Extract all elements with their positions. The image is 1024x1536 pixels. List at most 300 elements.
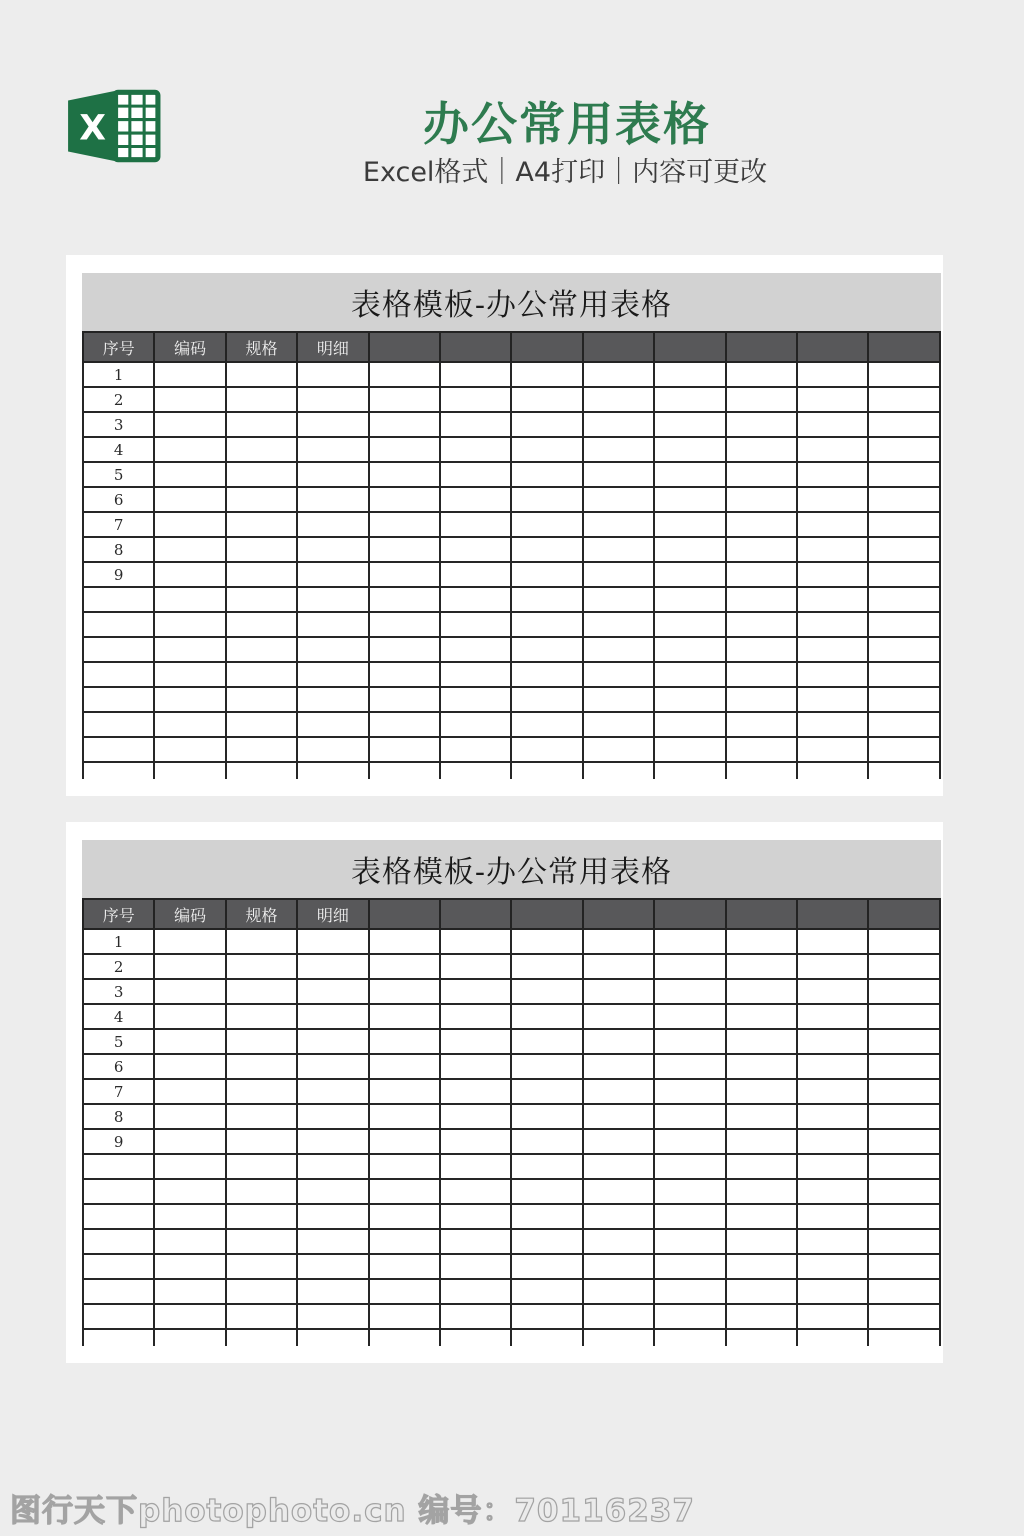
empty-cell (583, 612, 654, 637)
empty-cell (868, 1204, 940, 1229)
empty-cell (583, 979, 654, 1004)
empty-cell (726, 487, 797, 512)
empty-cell (297, 487, 368, 512)
empty-cell (369, 1029, 440, 1054)
empty-cell (369, 1129, 440, 1154)
sheet-2 (82, 840, 941, 1346)
table-row (83, 1254, 940, 1279)
empty-cell (511, 1229, 582, 1254)
empty-cell (226, 537, 297, 562)
empty-cell (511, 1304, 582, 1329)
spreadsheet-table (82, 331, 941, 779)
empty-cell (297, 929, 368, 954)
empty-cell (154, 1029, 225, 1054)
table-header-row (83, 899, 940, 929)
empty-cell (440, 954, 511, 979)
empty-cell (440, 362, 511, 387)
empty-cell (511, 1079, 582, 1104)
row-number-cell (83, 587, 154, 612)
row-number-cell: 6 (83, 1054, 154, 1079)
empty-cell (440, 1279, 511, 1304)
empty-cell (654, 512, 725, 537)
empty-cell (226, 929, 297, 954)
empty-cell (226, 762, 297, 779)
empty-cell (154, 362, 225, 387)
empty-cell (226, 1004, 297, 1029)
empty-cell (511, 1204, 582, 1229)
table-row (83, 637, 940, 662)
empty-cell (154, 587, 225, 612)
empty-cell (797, 437, 868, 462)
empty-cell (868, 437, 940, 462)
column-header: 规格 (226, 332, 297, 362)
empty-cell (654, 612, 725, 637)
empty-cell (440, 1304, 511, 1329)
empty-cell (868, 762, 940, 779)
row-number-cell: 7 (83, 1079, 154, 1104)
empty-cell (440, 587, 511, 612)
empty-cell (726, 1054, 797, 1079)
table-header-row (83, 332, 940, 362)
empty-cell (297, 1279, 368, 1304)
empty-cell (654, 979, 725, 1004)
empty-cell (797, 712, 868, 737)
table-row (83, 1104, 940, 1129)
empty-cell (511, 737, 582, 762)
empty-cell (868, 362, 940, 387)
empty-cell (583, 1104, 654, 1129)
empty-cell (297, 537, 368, 562)
empty-cell (369, 979, 440, 1004)
empty-cell (726, 1079, 797, 1104)
empty-cell (654, 1029, 725, 1054)
empty-cell (868, 587, 940, 612)
sheet-title: 表格模板-办公常用表格 (82, 273, 941, 331)
empty-cell (583, 1079, 654, 1104)
column-header-empty (511, 899, 582, 929)
empty-cell (369, 1004, 440, 1029)
empty-cell (868, 637, 940, 662)
row-number-cell (83, 712, 154, 737)
empty-cell (297, 712, 368, 737)
empty-cell (511, 712, 582, 737)
table-row (83, 437, 940, 462)
empty-cell (868, 1129, 940, 1154)
empty-cell (226, 1279, 297, 1304)
empty-cell (511, 1154, 582, 1179)
empty-cell (440, 1029, 511, 1054)
empty-cell (154, 437, 225, 462)
empty-cell (797, 487, 868, 512)
column-header-empty (654, 332, 725, 362)
row-number-cell (83, 1154, 154, 1179)
row-number-cell (83, 1279, 154, 1304)
empty-cell (726, 512, 797, 537)
empty-cell (868, 612, 940, 637)
empty-cell (369, 587, 440, 612)
row-number-cell: 4 (83, 437, 154, 462)
empty-cell (440, 1004, 511, 1029)
row-number-cell: 5 (83, 1029, 154, 1054)
empty-cell (868, 1079, 940, 1104)
empty-cell (154, 1229, 225, 1254)
empty-cell (226, 662, 297, 687)
empty-cell (297, 1079, 368, 1104)
empty-cell (726, 1104, 797, 1129)
empty-cell (154, 1004, 225, 1029)
empty-cell (583, 1154, 654, 1179)
sheet-1 (82, 273, 941, 779)
empty-cell (868, 662, 940, 687)
empty-cell (226, 1179, 297, 1204)
empty-cell (226, 712, 297, 737)
row-number-cell (83, 1304, 154, 1329)
empty-cell (654, 362, 725, 387)
empty-cell (511, 462, 582, 487)
empty-cell (297, 1029, 368, 1054)
row-number-cell (83, 1229, 154, 1254)
empty-cell (297, 587, 368, 612)
empty-cell (297, 737, 368, 762)
table-row (83, 362, 940, 387)
empty-cell (654, 1079, 725, 1104)
empty-cell (226, 1304, 297, 1329)
empty-cell (226, 387, 297, 412)
column-header-empty (868, 332, 940, 362)
spreadsheet-table (82, 898, 941, 1346)
empty-cell (369, 637, 440, 662)
table-row (83, 929, 940, 954)
empty-cell (511, 612, 582, 637)
empty-cell (297, 954, 368, 979)
empty-cell (511, 1179, 582, 1204)
excel-x-letter: X (79, 108, 106, 149)
empty-cell (511, 929, 582, 954)
empty-cell (726, 979, 797, 1004)
empty-cell (654, 1104, 725, 1129)
empty-cell (583, 1179, 654, 1204)
empty-cell (154, 1154, 225, 1179)
empty-cell (440, 1154, 511, 1179)
empty-cell (868, 1229, 940, 1254)
empty-cell (511, 1254, 582, 1279)
empty-cell (797, 1054, 868, 1079)
empty-cell (226, 587, 297, 612)
empty-cell (797, 562, 868, 587)
empty-cell (654, 1004, 725, 1029)
empty-cell (868, 737, 940, 762)
column-header: 明细 (297, 899, 368, 929)
empty-cell (297, 1104, 368, 1129)
table-row (83, 1079, 940, 1104)
empty-cell (226, 1229, 297, 1254)
empty-cell (726, 1129, 797, 1154)
empty-cell (440, 762, 511, 779)
empty-cell (797, 537, 868, 562)
empty-cell (797, 1329, 868, 1346)
empty-cell (583, 1329, 654, 1346)
empty-cell (297, 1154, 368, 1179)
empty-cell (369, 1054, 440, 1079)
column-header-empty (583, 332, 654, 362)
table-row (83, 954, 940, 979)
table-row (83, 1154, 940, 1179)
empty-cell (369, 1079, 440, 1104)
row-number-cell (83, 1254, 154, 1279)
empty-cell (654, 1179, 725, 1204)
empty-cell (511, 979, 582, 1004)
empty-cell (654, 1204, 725, 1229)
empty-cell (797, 762, 868, 779)
empty-cell (440, 979, 511, 1004)
row-number-cell: 6 (83, 487, 154, 512)
empty-cell (511, 437, 582, 462)
column-header-empty (726, 332, 797, 362)
empty-cell (369, 1104, 440, 1129)
empty-cell (440, 929, 511, 954)
empty-cell (797, 954, 868, 979)
empty-cell (797, 1229, 868, 1254)
table-row (83, 712, 940, 737)
empty-cell (797, 1154, 868, 1179)
empty-cell (440, 1329, 511, 1346)
empty-cell (797, 612, 868, 637)
empty-cell (583, 929, 654, 954)
empty-cell (583, 762, 654, 779)
empty-cell (226, 562, 297, 587)
empty-cell (868, 512, 940, 537)
empty-cell (511, 637, 582, 662)
empty-cell (726, 587, 797, 612)
empty-cell (797, 1179, 868, 1204)
empty-cell (369, 437, 440, 462)
empty-cell (369, 512, 440, 537)
empty-cell (369, 687, 440, 712)
empty-cell (440, 1229, 511, 1254)
empty-cell (154, 1329, 225, 1346)
empty-cell (226, 1104, 297, 1129)
empty-cell (654, 929, 725, 954)
empty-cell (726, 1029, 797, 1054)
empty-cell (226, 462, 297, 487)
table-row (83, 1304, 940, 1329)
empty-cell (226, 612, 297, 637)
empty-cell (154, 387, 225, 412)
empty-cell (797, 1029, 868, 1054)
empty-cell (511, 362, 582, 387)
empty-cell (297, 1329, 368, 1346)
table-row (83, 512, 940, 537)
empty-cell (726, 562, 797, 587)
empty-cell (583, 954, 654, 979)
row-number-cell (83, 662, 154, 687)
empty-cell (726, 387, 797, 412)
empty-cell (726, 1229, 797, 1254)
table-row (83, 1029, 940, 1054)
table-row (83, 1054, 940, 1079)
row-number-cell: 3 (83, 979, 154, 1004)
row-number-cell (83, 687, 154, 712)
row-number-cell: 9 (83, 1129, 154, 1154)
empty-cell (440, 562, 511, 587)
empty-cell (297, 362, 368, 387)
empty-cell (440, 1204, 511, 1229)
empty-cell (583, 1279, 654, 1304)
empty-cell (154, 412, 225, 437)
table-row (83, 537, 940, 562)
empty-cell (440, 637, 511, 662)
column-header: 明细 (297, 332, 368, 362)
table-row (83, 979, 940, 1004)
table-row (83, 462, 940, 487)
empty-cell (726, 687, 797, 712)
empty-cell (726, 412, 797, 437)
empty-cell (511, 1029, 582, 1054)
empty-cell (654, 437, 725, 462)
empty-cell (369, 1329, 440, 1346)
table-row (83, 587, 940, 612)
empty-cell (154, 1279, 225, 1304)
column-header-empty (369, 899, 440, 929)
empty-cell (583, 412, 654, 437)
empty-cell (726, 954, 797, 979)
table-row (83, 412, 940, 437)
table-row (83, 1179, 940, 1204)
empty-cell (440, 462, 511, 487)
empty-cell (369, 387, 440, 412)
empty-cell (369, 1154, 440, 1179)
empty-cell (654, 587, 725, 612)
empty-cell (797, 929, 868, 954)
empty-cell (154, 979, 225, 1004)
empty-cell (726, 1204, 797, 1229)
empty-cell (511, 662, 582, 687)
empty-cell (726, 1254, 797, 1279)
row-number-cell: 8 (83, 1104, 154, 1129)
empty-cell (369, 562, 440, 587)
empty-cell (226, 512, 297, 537)
empty-cell (583, 362, 654, 387)
empty-cell (868, 929, 940, 954)
column-header-empty (726, 899, 797, 929)
table-row (83, 1229, 940, 1254)
row-number-cell: 9 (83, 562, 154, 587)
empty-cell (297, 412, 368, 437)
empty-cell (726, 437, 797, 462)
table-row (83, 687, 940, 712)
empty-cell (154, 537, 225, 562)
table-row (83, 1129, 940, 1154)
empty-cell (297, 1054, 368, 1079)
empty-cell (583, 1254, 654, 1279)
empty-cell (511, 412, 582, 437)
empty-cell (226, 412, 297, 437)
empty-cell (226, 1204, 297, 1229)
empty-cell (868, 487, 940, 512)
empty-cell (868, 1154, 940, 1179)
empty-cell (797, 737, 868, 762)
table-row (83, 487, 940, 512)
table-row (83, 1204, 940, 1229)
empty-cell (654, 637, 725, 662)
empty-cell (154, 929, 225, 954)
empty-cell (797, 662, 868, 687)
empty-cell (154, 1079, 225, 1104)
page-title: 办公常用表格 (423, 97, 711, 151)
empty-cell (583, 737, 654, 762)
empty-cell (226, 1054, 297, 1079)
empty-cell (369, 1229, 440, 1254)
empty-cell (797, 462, 868, 487)
empty-cell (583, 687, 654, 712)
empty-cell (868, 1029, 940, 1054)
empty-cell (583, 462, 654, 487)
empty-cell (726, 662, 797, 687)
empty-cell (297, 562, 368, 587)
empty-cell (583, 1129, 654, 1154)
empty-cell (583, 512, 654, 537)
row-number-cell: 2 (83, 954, 154, 979)
empty-cell (797, 1204, 868, 1229)
empty-cell (726, 1304, 797, 1329)
empty-cell (154, 512, 225, 537)
empty-cell (654, 1329, 725, 1346)
empty-cell (369, 712, 440, 737)
empty-cell (654, 662, 725, 687)
empty-cell (440, 687, 511, 712)
empty-cell (226, 362, 297, 387)
empty-cell (511, 1054, 582, 1079)
table-row (83, 562, 940, 587)
empty-cell (440, 1254, 511, 1279)
empty-cell (583, 437, 654, 462)
empty-cell (726, 612, 797, 637)
empty-cell (154, 687, 225, 712)
empty-cell (726, 1004, 797, 1029)
table-row (83, 762, 940, 779)
empty-cell (369, 1204, 440, 1229)
empty-cell (868, 1329, 940, 1346)
empty-cell (226, 737, 297, 762)
table-body (83, 929, 940, 1346)
empty-cell (583, 1004, 654, 1029)
empty-cell (297, 1204, 368, 1229)
empty-cell (297, 462, 368, 487)
empty-cell (154, 762, 225, 779)
empty-cell (797, 637, 868, 662)
empty-cell (726, 637, 797, 662)
column-header: 序号 (83, 899, 154, 929)
empty-cell (797, 979, 868, 1004)
empty-cell (868, 954, 940, 979)
empty-cell (726, 462, 797, 487)
column-header-empty (369, 332, 440, 362)
empty-cell (868, 687, 940, 712)
empty-cell (440, 1129, 511, 1154)
empty-cell (583, 1029, 654, 1054)
empty-cell (726, 1154, 797, 1179)
empty-cell (369, 662, 440, 687)
empty-cell (440, 662, 511, 687)
empty-cell (440, 1179, 511, 1204)
empty-cell (511, 1104, 582, 1129)
table-body (83, 362, 940, 779)
empty-cell (868, 1004, 940, 1029)
empty-cell (654, 387, 725, 412)
empty-cell (511, 512, 582, 537)
empty-cell (154, 1054, 225, 1079)
empty-cell (440, 512, 511, 537)
